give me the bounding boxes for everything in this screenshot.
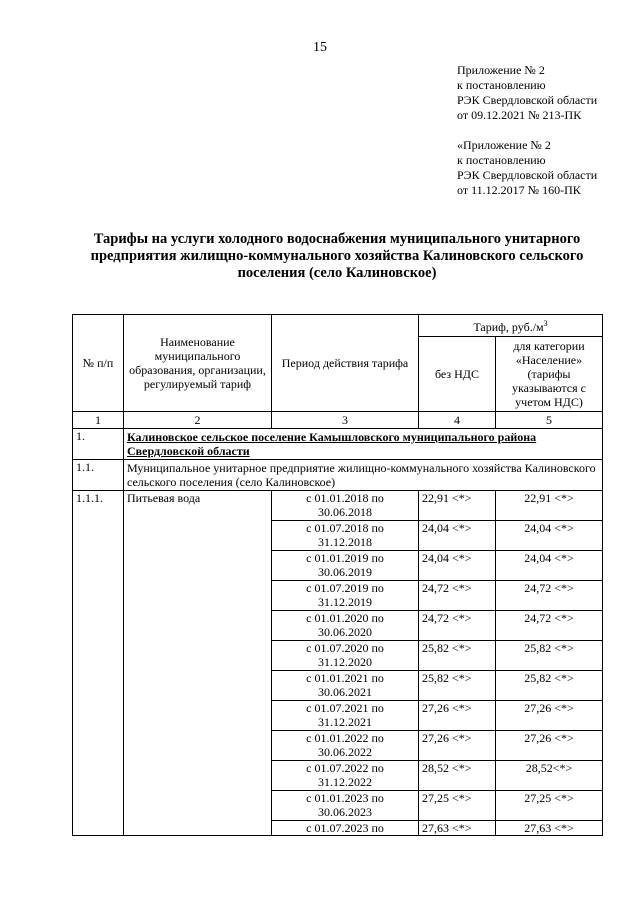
section-num: 1. — [73, 429, 124, 460]
appendix-reference — [457, 63, 597, 123]
population-cell: 27,25 <*> — [496, 791, 603, 821]
appendix-line: «Приложение № 2 — [457, 138, 551, 152]
column-number: 5 — [496, 412, 603, 429]
period-start: с 01.01.2019 по — [306, 551, 384, 565]
period-start: с 01.01.2022 по — [306, 731, 384, 745]
no-vat-cell: 24,72 <*> — [419, 581, 496, 611]
period-cell — [272, 641, 419, 671]
appendix-line: от 09.12.2021 № 213-ПК — [457, 108, 582, 122]
population-cell: 22,91 <*> — [496, 491, 603, 521]
period-start: с 01.07.2019 по — [306, 581, 384, 595]
service-num: 1.1.1. — [73, 491, 124, 836]
header-row — [73, 315, 603, 337]
population-cell: 27,63 <*> — [496, 821, 603, 836]
header-no-vat: без НДС — [419, 337, 496, 412]
header-tariff-label: Тариф, руб./м — [473, 320, 544, 334]
appendix-line: Приложение № 2 — [457, 63, 545, 77]
page-number: 15 — [313, 40, 327, 55]
no-vat-cell: 27,26 <*> — [419, 731, 496, 761]
no-vat-cell: 28,52 <*> — [419, 761, 496, 791]
period-cell — [272, 761, 419, 791]
population-cell: 25,82 <*> — [496, 641, 603, 671]
original-appendix-reference — [457, 138, 597, 198]
column-number: 1 — [73, 412, 124, 429]
appendix-line: к постановлению — [457, 78, 546, 92]
period-cell — [272, 521, 419, 551]
header-period: Период действия тарифа — [272, 315, 419, 412]
period-end: 30.06.2019 — [318, 565, 372, 579]
period-start: с 01.07.2021 по — [306, 701, 384, 715]
period-cell — [272, 551, 419, 581]
header-num: № п/п — [73, 315, 124, 412]
service-name: Питьевая вода — [124, 491, 272, 836]
period-cell — [272, 791, 419, 821]
document-title: Тарифы на услуги холодного водоснабжения муниципального унитарного предприятия жилищно-коммунального хозяйства Калиновского сельского поселения (село Калиновское) — [90, 231, 584, 281]
period-start: с 01.01.2020 по — [306, 611, 384, 625]
period-end: 31.12.2021 — [318, 715, 372, 729]
appendix-line: РЭК Свердловской области — [457, 168, 598, 182]
tariff-table — [72, 314, 603, 836]
period-start: с 01.07.2020 по — [306, 641, 384, 655]
no-vat-cell: 27,63 <*> — [419, 821, 496, 836]
period-end: 30.06.2020 — [318, 625, 372, 639]
section-row — [73, 429, 603, 460]
period-start: с 01.01.2023 по — [306, 791, 384, 805]
header-tariff-sup: 3 — [543, 319, 548, 328]
population-cell: 24,04 <*> — [496, 551, 603, 581]
period-end: 30.06.2022 — [318, 745, 372, 759]
period-end: 30.06.2023 — [318, 805, 372, 819]
population-cell: 24,04 <*> — [496, 521, 603, 551]
period-end: 31.12.2018 — [318, 535, 372, 549]
period-cell — [272, 731, 419, 761]
period-cell: с 01.07.2023 по — [272, 821, 419, 836]
column-number: 3 — [272, 412, 419, 429]
period-end: 30.06.2021 — [318, 685, 372, 699]
organization-row — [73, 460, 603, 491]
organization-num: 1.1. — [73, 460, 124, 491]
header-population: для категории «Население» (тарифы указываются с учетом НДС) — [496, 337, 603, 412]
period-start: с 01.01.2018 по — [306, 491, 384, 505]
no-vat-cell: 24,04 <*> — [419, 551, 496, 581]
header-name: Наименование муниципального образования, организации, регулируемый тариф — [124, 315, 272, 412]
column-numbers-row — [73, 412, 603, 429]
organization-name: Муниципальное унитарное предприятие жилищно-коммунального хозяйства Калиновского сельского поселения (село Калиновское) — [124, 460, 603, 491]
period-end: 31.12.2022 — [318, 775, 372, 789]
period-end: 31.12.2020 — [318, 655, 372, 669]
period-cell — [272, 581, 419, 611]
period-end: 31.12.2019 — [318, 595, 372, 609]
appendix-line: от 11.12.2017 № 160-ПК — [457, 183, 581, 197]
appendix-line: РЭК Свердловской области — [457, 93, 598, 107]
no-vat-cell: 27,25 <*> — [419, 791, 496, 821]
period-start: с 01.07.2018 по — [306, 521, 384, 535]
no-vat-cell: 25,82 <*> — [419, 671, 496, 701]
no-vat-cell: 27,26 <*> — [419, 701, 496, 731]
period-cell — [272, 491, 419, 521]
period-start: с 01.07.2022 по — [306, 761, 384, 775]
no-vat-cell: 24,72 <*> — [419, 611, 496, 641]
period-cell — [272, 671, 419, 701]
period-start: с 01.01.2021 по — [306, 671, 384, 685]
period-end: 30.06.2018 — [318, 505, 372, 519]
period-cell — [272, 611, 419, 641]
population-cell: 25,82 <*> — [496, 671, 603, 701]
section-title: Калиновское сельское поселение Камышловского муниципального района Свердловской области — [124, 429, 603, 460]
table-row — [73, 491, 603, 521]
column-number: 2 — [124, 412, 272, 429]
population-cell: 27,26 <*> — [496, 701, 603, 731]
appendix-line: к постановлению — [457, 153, 546, 167]
population-cell: 24,72 <*> — [496, 611, 603, 641]
population-cell: 27,26 <*> — [496, 731, 603, 761]
no-vat-cell: 24,04 <*> — [419, 521, 496, 551]
column-number: 4 — [419, 412, 496, 429]
no-vat-cell: 22,91 <*> — [419, 491, 496, 521]
no-vat-cell: 25,82 <*> — [419, 641, 496, 671]
population-cell: 28,52<*> — [496, 761, 603, 791]
header-tariff — [419, 315, 603, 337]
population-cell: 24,72 <*> — [496, 581, 603, 611]
period-cell — [272, 701, 419, 731]
